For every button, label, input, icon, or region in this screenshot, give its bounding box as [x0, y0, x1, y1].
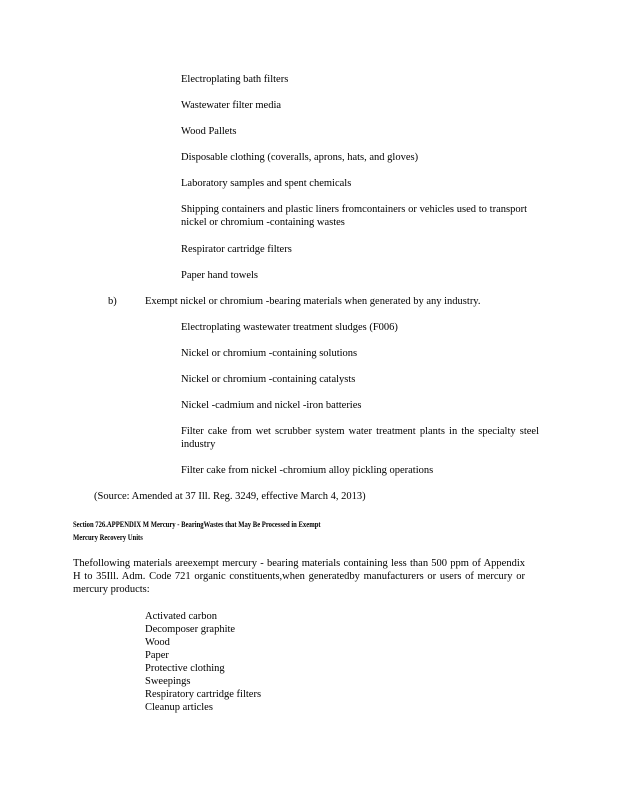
list-item: Paper — [145, 650, 169, 661]
list-item: Wastewater filter media — [181, 100, 282, 111]
list-item: Paper hand towels — [181, 270, 258, 281]
item-b-text: Exempt nickel or chromium -bearing materials when generated by any industry. — [145, 296, 481, 307]
list-item: Decomposer graphite — [145, 624, 236, 635]
section-heading-line2: Mercury Recovery Units — [73, 532, 143, 542]
list-item: Cleanup articles — [145, 702, 213, 713]
list-item: Wood Pallets — [181, 126, 237, 137]
list-item: Electroplating bath filters — [181, 74, 289, 85]
list-item: Nickel or chromium -containing solutions — [181, 348, 358, 359]
section-heading-line1: Section 726.APPENDIX M Mercury - BearingWastes that May Be Processed in Exempt — [73, 519, 321, 529]
list-item: Filter cake from wet scrubber system water treatment plants in the specialty steel industry — [181, 426, 539, 450]
list-item: Respirator cartridge filters — [181, 244, 292, 255]
list-item: Wood — [145, 637, 170, 648]
list-item: Activated carbon — [145, 611, 218, 622]
list-item: Disposable clothing (coveralls, aprons, hats, and gloves) — [181, 152, 419, 163]
list-item: Nickel or chromium -containing catalysts — [181, 374, 356, 385]
list-item: Laboratory samples and spent chemicals — [181, 178, 352, 189]
body-paragraph: Thefollowing materials areexempt mercury - bearing materials containing less than 500 ppm of Appendix H to 35Ill. Adm. Code 721 organic constituents,when generatedby manufacturers or users of mercury or mercury products: — [73, 558, 525, 595]
list-item: Respiratory cartridge filters — [145, 689, 262, 700]
list-item: Sweepings — [145, 676, 191, 687]
list-item: Nickel -cadmium and nickel -iron batteries — [181, 400, 362, 411]
list-item: Filter cake from nickel -chromium alloy pickling operations — [181, 465, 434, 476]
list-item: Shipping containers and plastic liners fromcontainers or vehicles used to transport nickel or chromium -containing wastes — [181, 204, 527, 228]
list-item: Electroplating wastewater treatment sludges (F006) — [181, 322, 398, 333]
item-marker: b) — [108, 296, 117, 307]
mercury-materials-list — [145, 610, 261, 714]
list-item: Protective clothing — [145, 663, 225, 674]
source-note: (Source: Amended at 37 Ill. Reg. 3249, effective March 4, 2013) — [94, 491, 366, 502]
